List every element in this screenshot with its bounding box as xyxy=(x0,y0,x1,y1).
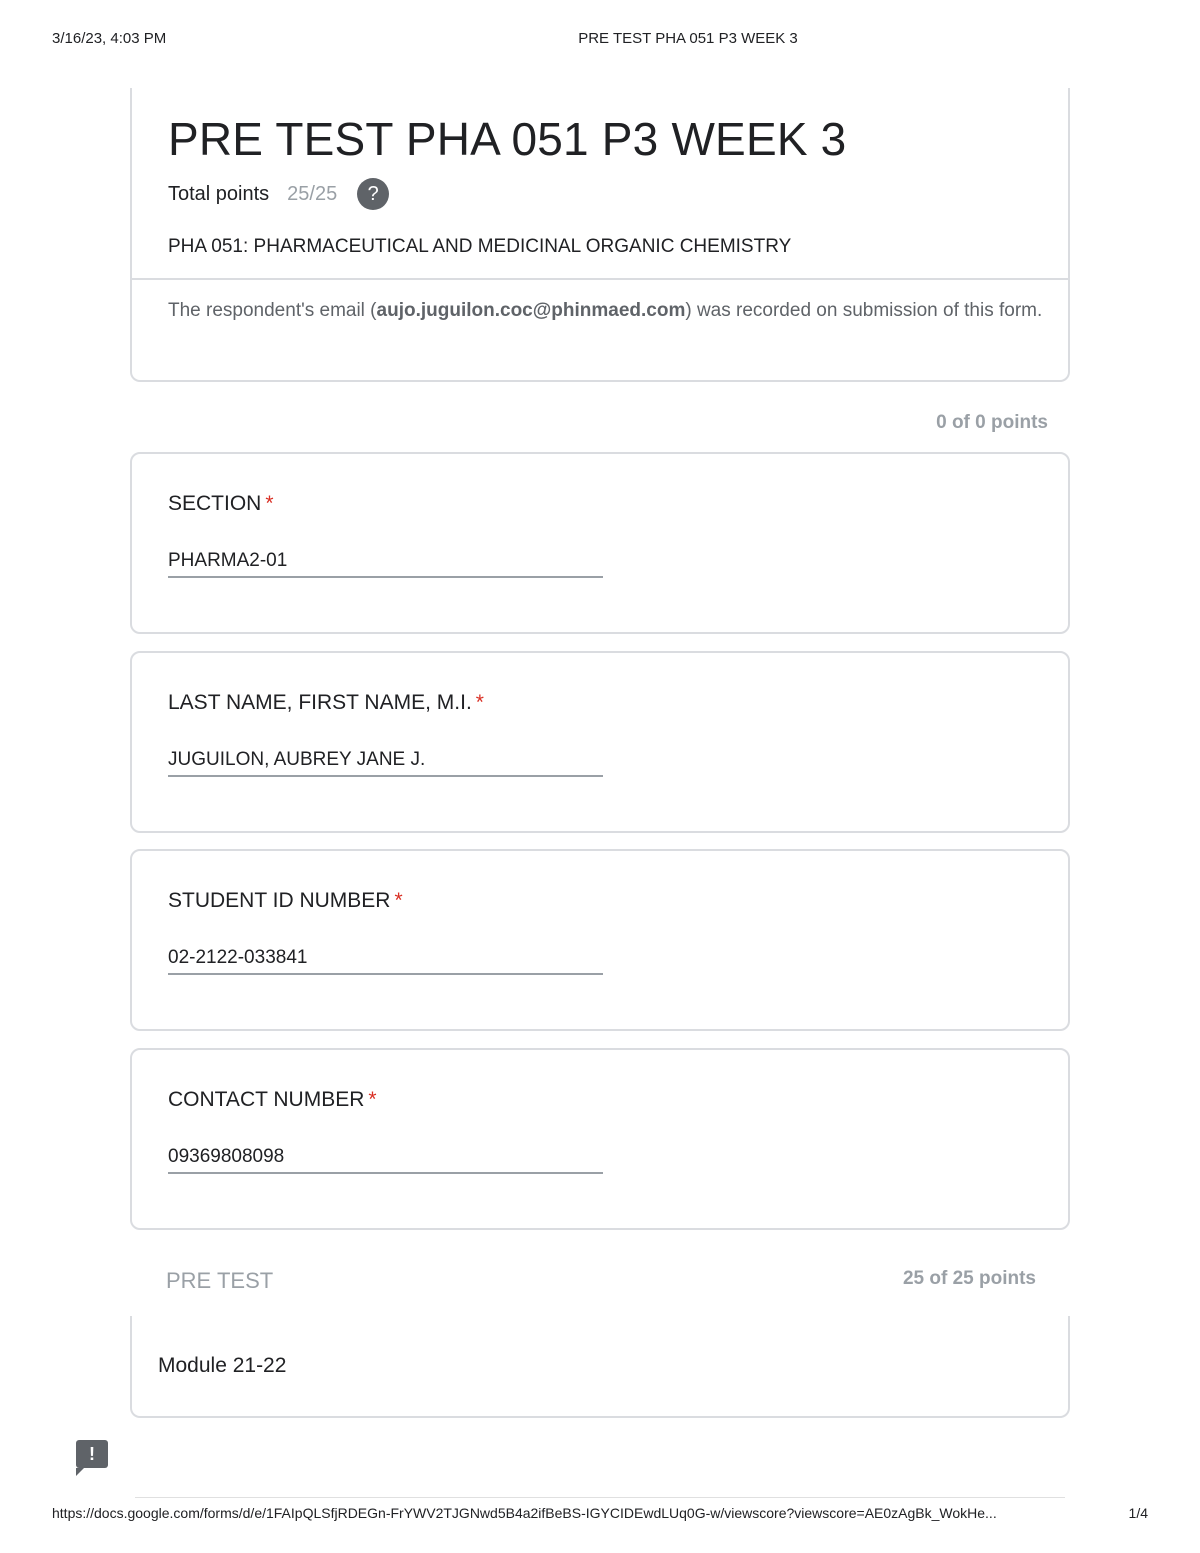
print-page-number: 1/4 xyxy=(1128,1505,1148,1521)
total-points-label: Total points xyxy=(168,182,270,205)
print-footer-url: https://docs.google.com/forms/d/e/1FAIpQLSfjRDEGn-FrYWV2TJGNwd5B4a2ifBeBS-IGYCIDEwdLUq0G-w/viewscore?viewscore=AE0zAgBk_WokHe... xyxy=(52,1505,997,1521)
question-label xyxy=(168,1088,377,1112)
required-mark: * xyxy=(394,889,403,912)
answer-field: JUGUILON, AUBREY JANE J. xyxy=(168,749,603,777)
question-card-contact xyxy=(130,1048,1070,1230)
answer-field: PHARMA2-01 xyxy=(168,550,603,578)
feedback-icon[interactable]: ! xyxy=(76,1440,108,1468)
email-note xyxy=(168,296,1048,325)
total-points-row xyxy=(168,178,389,210)
answer-field: 09369808098 xyxy=(168,1146,603,1174)
email-note-prefix: The respondent's email ( xyxy=(168,300,377,321)
question-label xyxy=(168,492,274,516)
form-header-card xyxy=(130,88,1070,382)
email-note-suffix: ) was recorded on submission of this form. xyxy=(685,300,1043,321)
form-description: PHA 051: PHARMACEUTICAL AND MEDICINAL ORGANIC CHEMISTRY xyxy=(168,236,792,257)
pretest-section-heading: PRE TEST xyxy=(166,1268,274,1293)
question-card-name xyxy=(130,651,1070,833)
required-mark: * xyxy=(368,1088,377,1111)
total-points-value: 25/25 xyxy=(287,182,338,205)
question-label xyxy=(168,889,403,913)
print-datetime: 3/16/23, 4:03 PM xyxy=(52,30,167,47)
question-label xyxy=(168,691,484,715)
required-mark: * xyxy=(475,691,484,714)
question-card-student-id xyxy=(130,849,1070,1031)
divider xyxy=(132,278,1068,280)
help-icon[interactable]: ? xyxy=(357,178,389,210)
divider xyxy=(135,1497,1065,1498)
question-label-text: STUDENT ID NUMBER xyxy=(168,889,391,912)
required-mark: * xyxy=(265,492,274,515)
pretest-description: Module 21-22 xyxy=(158,1354,287,1377)
print-title: PRE TEST PHA 051 P3 WEEK 3 xyxy=(578,30,798,47)
info-section-points: 0 of 0 points xyxy=(936,412,1048,433)
answer-field: 02-2122-033841 xyxy=(168,947,603,975)
pretest-description-card xyxy=(130,1316,1070,1418)
respondent-email: aujo.juguilon.coc@phinmaed.com xyxy=(376,300,686,321)
pretest-section-points: 25 of 25 points xyxy=(902,1268,1036,1289)
question-label-text: LAST NAME, FIRST NAME, M.I. xyxy=(168,691,472,714)
form-title: PRE TEST PHA 051 P3 WEEK 3 xyxy=(168,113,847,165)
question-label-text: CONTACT NUMBER xyxy=(168,1088,365,1111)
question-label-text: SECTION xyxy=(168,492,262,515)
question-card-section xyxy=(130,452,1070,634)
